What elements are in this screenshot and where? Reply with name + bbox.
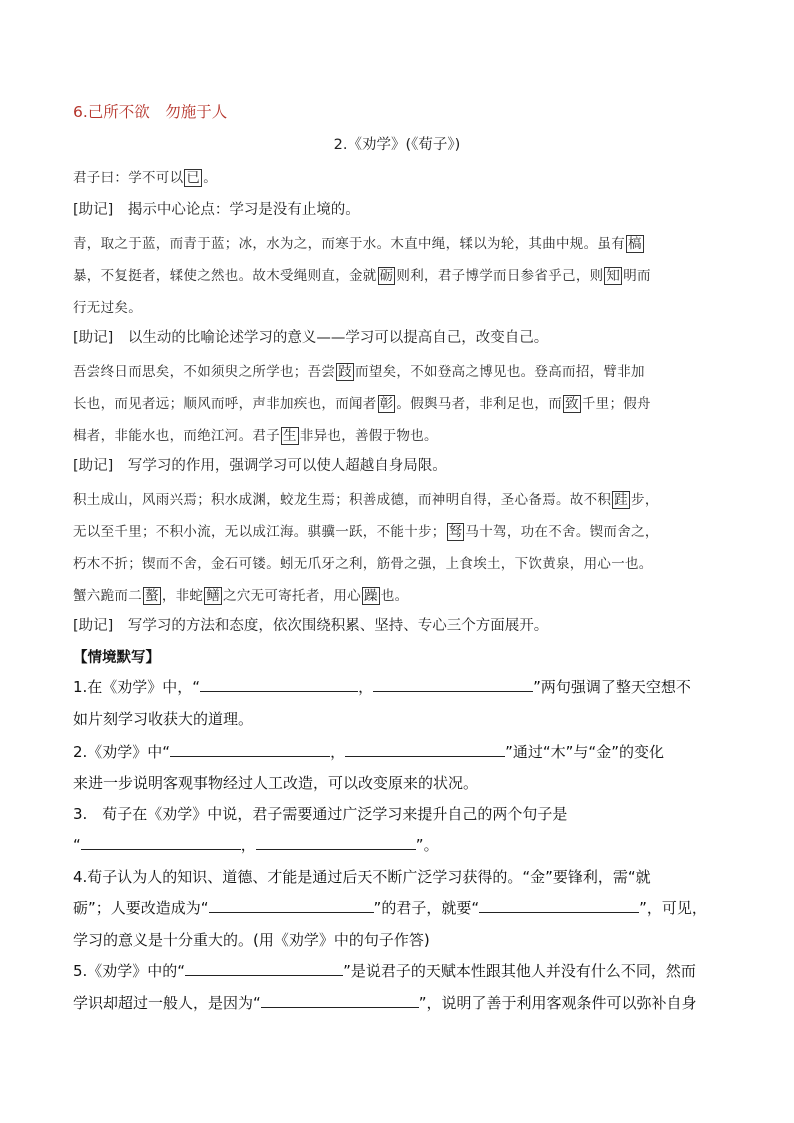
question-5-cont: 学识却超过一般人，是因为“ ”，说明了善于利用客观条件可以弥补自身 — [73, 994, 697, 1012]
memory-note: [助记] 写学习的方法和态度，依次围绕积累、坚持、专心三个方面展开。 — [73, 618, 549, 634]
annotated-char: 槁 — [628, 236, 642, 252]
question-3-cont: “ ， ”。 — [73, 836, 439, 854]
answer-blank[interactable] — [200, 677, 358, 692]
passage-line: 青，取之于蓝，而青于蓝；冰，水为之，而寒于水。木直中绳，𫐓以为轮，其曲中规。虽有 槁 — [73, 236, 642, 252]
annotated-char: 知 — [606, 268, 621, 284]
answer-blank[interactable] — [209, 898, 374, 913]
memory-note: [助记] 以生动的比喻论述学习的意义——学习可以提高自己，改变自己。 — [73, 330, 549, 346]
exercise-section-heading: 【情境默写】 — [73, 650, 160, 666]
answer-blank[interactable] — [81, 835, 241, 850]
answer-blank[interactable] — [185, 961, 343, 976]
question-2: 2.《劝学》中“ ， ”通过“木”与“金”的变化 — [73, 743, 664, 761]
question-4-cont: 学习的意义是十分重大的。(用《劝学》中的句子作答) — [73, 931, 430, 949]
memory-note: [助记] 揭示中心论点：学习是没有止境的。 — [73, 202, 360, 218]
answer-blank[interactable] — [256, 835, 416, 850]
memory-note: [助记] 写学习的作用，强调学习可以使人超越自身局限。 — [73, 458, 447, 474]
passage-line: 行无过矣。 — [73, 300, 142, 316]
passage-line: 吾尝终日而思矣，不如须臾之所学也；吾尝 跂 而望矣，不如登高之博见也。登高而招，臂非加 — [73, 364, 645, 380]
passage-line: 楫者，非能水也，而绝江河。君子 生 非异也，善假于物也。 — [73, 428, 438, 444]
passage-line: 无以至千里；不积小流，无以成江海。骐骥一跃，不能十步； 驽 马十驾，功在不舍。锲而舍之， — [73, 524, 659, 540]
annotated-char: 跬 — [614, 492, 629, 508]
answer-blank[interactable] — [479, 898, 639, 913]
question-1: 1.在《劝学》中，“ ， ”两句强调了整天空想不 — [73, 678, 691, 696]
question-4-cont: 砺”；人要改造成为“ ”的君子，就要“ ”，可见， — [73, 899, 707, 917]
annotated-char: 致 — [565, 396, 579, 412]
answer-blank[interactable] — [170, 742, 330, 757]
question-1-cont: 如片刻学习收获大的道理。 — [73, 710, 254, 728]
passage-title: 2.《劝学》(《荀子》) — [333, 137, 461, 153]
annotated-char: 彰 — [379, 396, 394, 412]
annotated-char: 驽 — [448, 524, 463, 540]
passage-line: 暴，不复挺者，𫐓使之然也。故木受绳则直，金就 砺 则利，君子博学而日参省乎己，则 知 明而 — [73, 268, 651, 284]
annotated-char: 鳝 — [206, 588, 221, 604]
passage-line: 长也，而见者远；顺风而呼，声非加疾也，而闻者 彰 。假舆马者，非利足也，而 致 千里；假舟 — [73, 396, 651, 412]
annotated-char: 跂 — [338, 364, 353, 380]
answer-blank[interactable] — [345, 742, 505, 757]
answer-blank[interactable] — [261, 993, 419, 1008]
annotated-char: 已 — [186, 170, 201, 186]
question-5: 5.《劝学》中的“ ”是说君子的天赋本性跟其他人并没有什么不同，然而 — [73, 962, 696, 980]
answer-blank[interactable] — [373, 677, 533, 692]
passage-line: 朽木不折；锲而不舍，金石可镂。蚓无爪牙之利，筋骨之强，上食埃土，下饮黄泉，用心一也。 — [73, 556, 653, 572]
question-4: 4.荀子认为人的知识、道德、才能是通过后天不断广泛学习获得的。“金”要锋利，需“就 — [73, 868, 651, 886]
annotated-char: 躁 — [364, 588, 378, 604]
annotated-char: 砺 — [379, 268, 394, 284]
passage-line: 君子曰：学不可以 已 。 — [73, 170, 218, 186]
question-2-cont: 来进一步说明客观事物经过人工改造，可以改变原来的状况。 — [73, 774, 479, 792]
annotated-char: 螯 — [145, 588, 159, 604]
annotated-char: 生 — [283, 428, 297, 444]
section-heading: 6.己所不欲 勿施于人 — [73, 103, 228, 121]
question-3: 3. 荀子在《劝学》中说，君子需要通过广泛学习来提升自己的两个句子是 — [73, 805, 568, 823]
passage-line: 积土成山，风雨兴焉；积水成渊，蛟龙生焉；积善成德，而神明自得，圣心备焉。故不积 跬 步， — [73, 492, 659, 508]
passage-line: 蟹六跪而二 螯 ，非蛇 鳝 之穴无可寄托者，用心 躁 也。 — [73, 588, 409, 604]
